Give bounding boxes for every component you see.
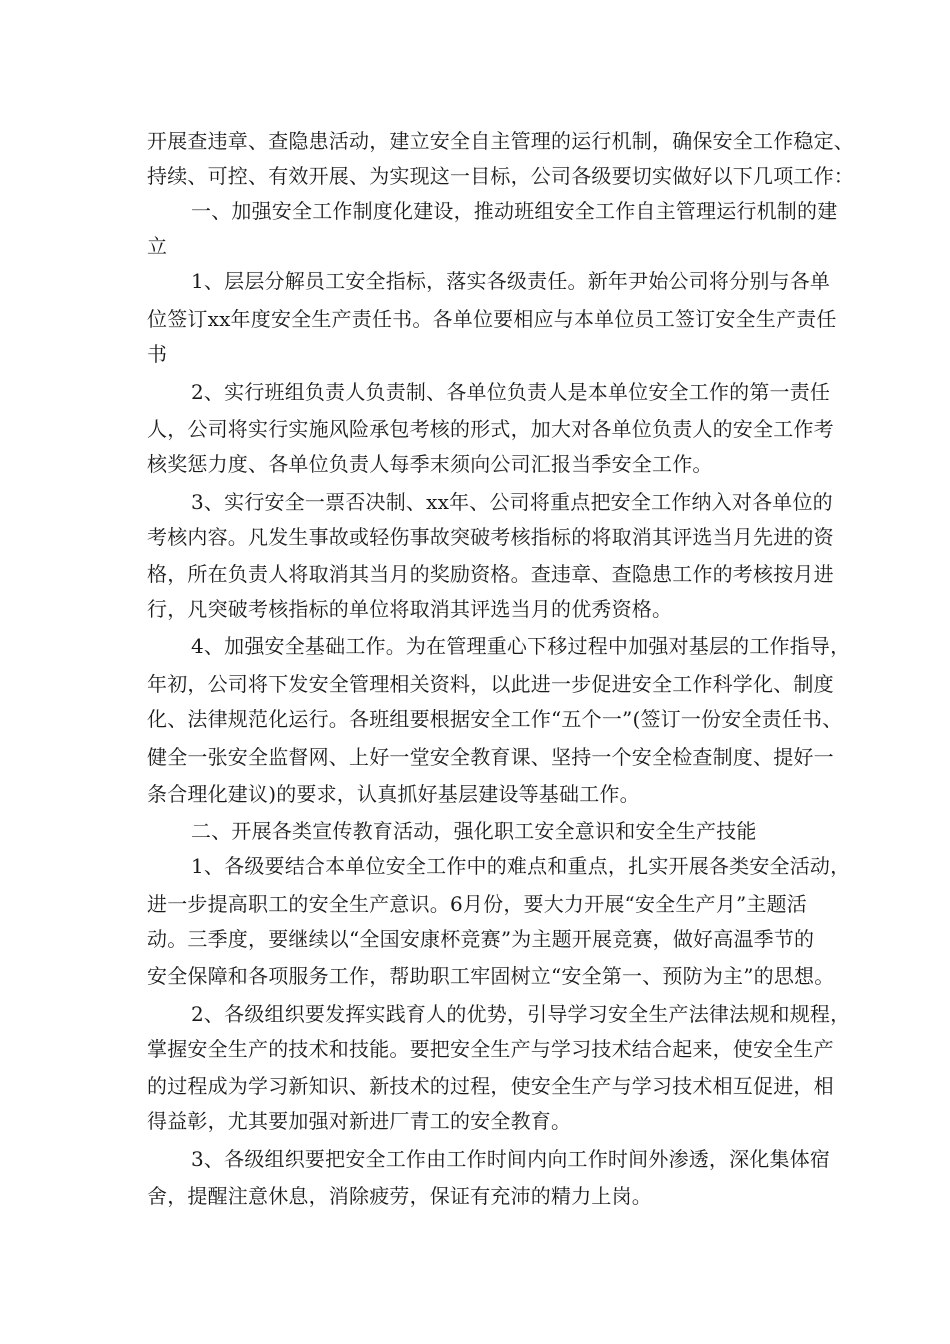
text-line: 开展查违章、查隐患活动，建立安全自主管理的运行机制，确保安全工作稳定、	[147, 129, 854, 153]
text-line: 考核内容。凡发生事故或轻伤事故突破考核指标的将取消其评选当月先进的资	[147, 525, 834, 549]
text-line: 人，公司将实行实施风险承包考核的形式，加大对各单位负责人的安全工作考	[147, 417, 834, 441]
text-line: 2、实行班组负责人负责制、各单位负责人是本单位安全工作的第一责任	[191, 380, 831, 404]
text-line: 化、法律规范化运行。各班组要根据安全工作“五个一”(签订一份安全责任书、	[147, 707, 843, 731]
text-line: 1、各级要结合本单位安全工作中的难点和重点，扎实开展各类安全活动，	[191, 854, 851, 878]
text-line: 动。三季度，要继续以“全国安康杯竞赛”为主题开展竞赛，做好高温季节的	[147, 927, 815, 951]
section-heading: 一、加强安全工作制度化建设，推动班组安全工作自主管理运行机制的建	[191, 199, 838, 223]
text-line: 的过程成为学习新知识、新技术的过程，使安全生产与学习技术相互促进，相	[147, 1074, 834, 1098]
text-line: 掌握安全生产的技术和技能。要把安全生产与学习技术结合起来，使安全生产	[147, 1037, 834, 1061]
text-line: 3、各级组织要把安全工作由工作时间内向工作时间外渗透，深化集体宿	[191, 1147, 831, 1171]
text-line: 进一步提高职工的安全生产意识。6月份，要大力开展“安全生产月”主题活	[147, 892, 807, 916]
text-line: 健全一张安全监督网、上好一堂安全教育课、坚持一个安全检查制度、提好一	[147, 745, 834, 769]
text-line: 3、实行安全一票否决制、xx年、公司将重点把安全工作纳入对各单位的	[191, 490, 833, 514]
text-line: 核奖惩力度、各单位负责人每季末须向公司汇报当季安全工作。	[147, 452, 713, 476]
section-heading-continuation: 立	[147, 234, 168, 258]
section-heading: 二、开展各类宣传教育活动，强化职工安全意识和安全生产技能	[191, 819, 757, 843]
text-line: 位签订xx年度安全生产责任书。各单位要相应与本单位员工签订安全生产责任	[147, 307, 837, 331]
text-line: 得益彰，尤其要加强对新进厂青工的安全教育。	[147, 1109, 572, 1133]
text-line: 持续、可控、有效开展、为实现这一目标，公司各级要切实做好以下几项工作：	[147, 164, 854, 188]
text-line: 条合理化建议)的要求，认真抓好基层建设等基础工作。	[147, 782, 640, 806]
text-line: 4、加强安全基础工作。为在管理重心下移过程中加强对基层的工作指导，	[191, 634, 851, 658]
text-line: 书	[147, 342, 168, 366]
text-line: 2、各级组织要发挥实践育人的优势，引导学习安全生产法律法规和规程，	[191, 1002, 851, 1026]
text-line: 1、层层分解员工安全指标，落实各级责任。新年尹始公司将分别与各单	[191, 269, 831, 293]
text-line: 年初，公司将下发安全管理相关资料，以此进一步促进安全工作科学化、制度	[147, 672, 834, 696]
text-line: 行，凡突破考核指标的单位将取消其评选当月的优秀资格。	[147, 597, 673, 621]
text-line: 安全保障和各项服务工作，帮助职工牢固树立“安全第一、预防为主”的思想。	[147, 964, 835, 988]
text-line: 舍，提醒注意休息，消除疲劳，保证有充沛的精力上岗。	[147, 1184, 652, 1208]
text-line: 格，所在负责人将取消其当月的奖励资格。查违章、查隐患工作的考核按月进	[147, 562, 834, 586]
